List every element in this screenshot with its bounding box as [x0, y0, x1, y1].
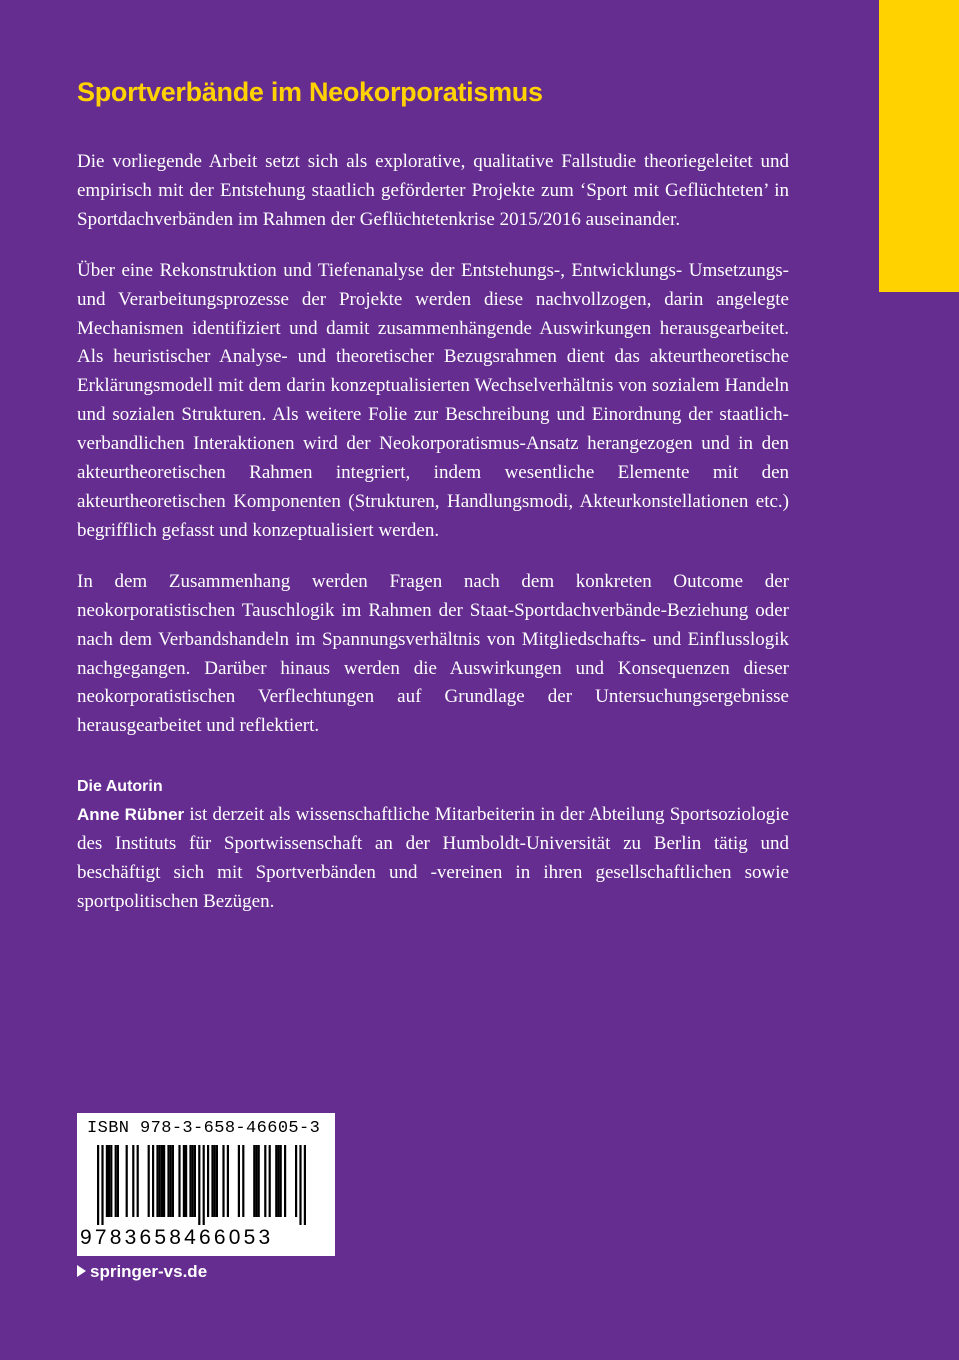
barcode-bar [110, 1145, 112, 1217]
barcode-bar [280, 1145, 282, 1217]
description-paragraph-3: In dem Zusammenhang werden Fragen nach dem konkreten Outcome der neokorporatistischen Tauschlogik im Rahmen der Staat-Sportdachverbände-Beziehung oder nach dem Verbandshandeln im Spannungsverhältnis von Mitgliedschafts- und Einflusslogik nachgegangen. Darüber hinaus werden die Auswirkungen und Konsequenzen dieser neokorporatistischen Verflechtungen auf Grundlage der Untersuchungsergebnisse herausgearbeitet und reflektiert. [77, 570, 789, 737]
yellow-accent-tab [879, 0, 959, 292]
barcode-bar [156, 1145, 158, 1217]
barcode-bar [106, 1145, 108, 1217]
barcode-bar [189, 1145, 191, 1217]
author-bio-text: ist derzeit als wissenschaftliche Mitarbeiterin in der Abteilung Sportsoziologie des Instituts für Sportwissenschaft an der Humboldt-Universität zu Berlin tätig und beschäftigt sich mit Sportverbänden und -vereinen in ihren gesellschaftlichen sowie sportpolitischen Bezügen. [77, 804, 789, 912]
barcode-bar [299, 1145, 301, 1225]
barcode-bar [152, 1145, 154, 1217]
barcode-bar [126, 1145, 128, 1217]
barcode-bar [295, 1145, 297, 1217]
author-name: Anne Rübner [77, 805, 185, 825]
barcode-bar [194, 1145, 196, 1217]
barcode-bar [275, 1145, 277, 1217]
back-cover-text [77, 76, 789, 917]
barcode-bar [192, 1145, 194, 1217]
barcode-bar [242, 1145, 244, 1217]
barcode-bar [284, 1145, 286, 1217]
arrow-right-icon [77, 1265, 86, 1277]
barcode-bar [132, 1145, 134, 1217]
isbn-barcode [77, 1113, 335, 1256]
barcode-bar [161, 1145, 163, 1217]
isbn-label: ISBN 978-3-658-46605-3 [87, 1119, 321, 1138]
barcode-bar [108, 1145, 110, 1217]
barcode-bar [255, 1145, 257, 1217]
barcode-bar [214, 1145, 216, 1217]
barcode-bar [170, 1145, 172, 1217]
publisher-url: springer-vs.de [90, 1262, 208, 1281]
barcode-bar [269, 1145, 271, 1217]
barcode-bar [148, 1145, 150, 1217]
barcode-bar [167, 1145, 169, 1217]
barcode-bar [264, 1145, 266, 1217]
barcode-bar [304, 1145, 306, 1225]
book-title: Sportverbände im Neokorporatismus [77, 77, 543, 107]
barcode-bar [211, 1145, 213, 1217]
barcode-bar [258, 1145, 260, 1217]
barcode-bar [207, 1145, 209, 1217]
author-bio [77, 801, 789, 917]
barcode-bar [238, 1145, 240, 1217]
barcode-bar [115, 1145, 117, 1217]
ean-digits: 9783658466053 [80, 1226, 274, 1249]
description-paragraph-2: Über eine Rekonstruktion und Tiefenanalyse der Entstehungs-, Entwicklungs- Umsetzungs- und Verarbeitungsprozesse der Projekte werden diese nachvollzogen, darin angelegte Mechanismen identifiziert und damit zusammenhängende Auswirkungen herausgearbeitet. Als heuristischer Analyse- und theoretischer Bezugsrahmen dient das akteurtheoretische Erklärungsmodell mit dem darin konzeptualisierten Wechselverhältnis von sozialem Handeln und sozialen Strukturen. Als weitere Folie zur Beschreibung und Einordnung der staatlich-verbandlichen Interaktionen wird der Neokorporatismus-Ansatz herangezogen und in den akteurtheoretischen Rahmen integriert, indem wesentliche Elemente mit den akteurtheoretischen Komponenten (Strukturen, Handlungsmodi, Akteurkonstellationen etc.) begrifflich gefasst und konzeptualisiert werden. [77, 259, 789, 541]
barcode-bar [178, 1145, 180, 1217]
barcode-bar [253, 1145, 255, 1217]
author-heading: Die Autorin [77, 778, 163, 796]
barcode-bar [222, 1145, 224, 1217]
barcode-bar [163, 1145, 165, 1217]
barcode-bar [216, 1145, 218, 1217]
barcode-bars [97, 1145, 317, 1225]
barcode-bar [101, 1145, 103, 1225]
barcode-bar [137, 1145, 139, 1217]
description-paragraph-1: Die vorliegende Arbeit setzt sich als explorative, qualitative Fallstudie theoriegeleitet und empirisch mit der Entstehung staatlich geförderter Projekte zum ‘Sport mit Geflüchteten’ in Sportdachverbänden im Rahmen der Geflüchtetenkrise 2015/2016 auseinander. [77, 151, 789, 230]
publisher-link[interactable] [77, 1262, 207, 1282]
barcode-bar [185, 1145, 187, 1217]
barcode-bar [227, 1145, 229, 1217]
barcode-bar [277, 1145, 279, 1217]
barcode-bar [172, 1145, 174, 1217]
barcode-bar [117, 1145, 119, 1217]
barcode-bar [97, 1145, 99, 1225]
barcode-bar [183, 1145, 185, 1217]
barcode-bar [159, 1145, 161, 1217]
barcode-bar [203, 1145, 205, 1225]
barcode-bar [198, 1145, 200, 1225]
